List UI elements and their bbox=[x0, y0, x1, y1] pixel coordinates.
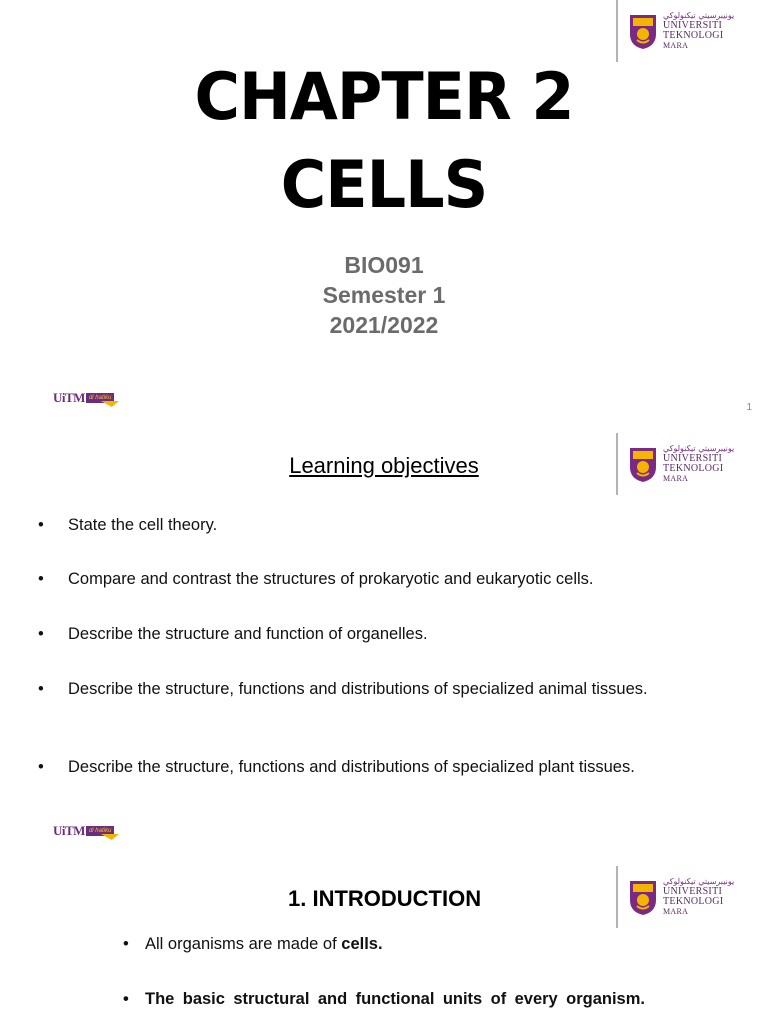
uitm-crest-icon bbox=[628, 878, 658, 916]
slide-introduction bbox=[0, 848, 768, 1024]
intro-point bbox=[123, 934, 645, 955]
uitm-badge bbox=[53, 389, 114, 406]
badge-tagline: di hatiku bbox=[86, 826, 114, 836]
chapter-title: CHAPTER 2 bbox=[194, 58, 574, 135]
logo-mara: MARA bbox=[663, 41, 689, 50]
session-year: 2021/2022 bbox=[329, 312, 439, 338]
badge-brand: UiTM bbox=[53, 389, 85, 405]
bullet: • bbox=[38, 570, 44, 588]
objective-item bbox=[38, 568, 728, 591]
uitm-crest-icon bbox=[628, 12, 658, 50]
intro-point bbox=[123, 989, 645, 1010]
logo-mara: MARA bbox=[663, 907, 689, 916]
objective-text: Describe the structure, functions and distributions of specialized plant tissues. bbox=[68, 758, 635, 776]
logo-universiti: UNIVERSITI bbox=[663, 453, 723, 464]
slide-objectives bbox=[0, 425, 768, 848]
logo-divider bbox=[616, 866, 618, 928]
bullet: • bbox=[38, 758, 44, 776]
logo-teknologi: TEKNOLOGI bbox=[663, 896, 724, 907]
intro-point-bold: cells. bbox=[341, 935, 383, 953]
logo-teknologi: TEKNOLOGI bbox=[663, 30, 724, 41]
intro-point-prefix: All organisms are made of bbox=[145, 935, 342, 953]
logo-mara: MARA bbox=[663, 474, 689, 483]
badge-swoosh-icon bbox=[101, 401, 119, 407]
logo-universiti: UNIVERSITI bbox=[663, 20, 723, 31]
objective-item bbox=[38, 756, 728, 779]
badge-tagline: di hatiku bbox=[86, 393, 114, 403]
introduction-heading: 1. INTRODUCTION bbox=[288, 886, 482, 911]
bullet: • bbox=[38, 680, 44, 698]
badge-brand: UiTM bbox=[53, 822, 85, 838]
objective-text: Describe the structure and function of organelles. bbox=[68, 625, 428, 643]
logo-jawi-text: ﯾﻮﻧﯿﺒﺮﺳﯿﺘﻲ ﺗﯿﮑﻨﻮﻟﻮﮐﻲ bbox=[663, 11, 735, 20]
logo-divider bbox=[616, 0, 618, 62]
objective-item bbox=[38, 514, 728, 537]
objective-item bbox=[38, 623, 728, 646]
logo-jawi-text: ﯾﻮﻧﯿﺒﺮﺳﯿﺘﻲ ﺗﯿﮑﻨﻮﻟﻮﮐﻲ bbox=[663, 444, 735, 453]
page-number: 1 bbox=[746, 402, 752, 413]
objective-item bbox=[38, 678, 728, 701]
slide-title bbox=[0, 0, 768, 425]
uitm-logo bbox=[616, 866, 734, 928]
semester: Semester 1 bbox=[322, 282, 446, 308]
bullet: • bbox=[123, 935, 129, 953]
uitm-logo bbox=[616, 0, 734, 62]
bullet: • bbox=[38, 625, 44, 643]
bullet: • bbox=[123, 990, 129, 1008]
logo-universiti: UNIVERSITI bbox=[663, 886, 723, 897]
intro-point-text: The basic structural and functional units of every organism. bbox=[145, 990, 645, 1008]
objective-text: Describe the structure, functions and distributions of specialized animal tissues. bbox=[68, 680, 648, 698]
bullet: • bbox=[38, 516, 44, 534]
badge-swoosh-icon bbox=[101, 834, 119, 840]
objective-text: State the cell theory. bbox=[68, 516, 218, 534]
chapter-subtitle: CELLS bbox=[280, 146, 488, 223]
objectives-heading: Learning objectives bbox=[289, 453, 479, 478]
objective-text: Compare and contrast the structures of prokaryotic and eukaryotic cells. bbox=[68, 570, 594, 588]
logo-teknologi: TEKNOLOGI bbox=[663, 463, 724, 474]
logo-jawi-text: ﯾﻮﻧﯿﺒﺮﺳﯿﺘﻲ ﺗﯿﮑﻨﻮﻟﻮﮐﻲ bbox=[663, 877, 735, 886]
intro-point-text bbox=[145, 934, 645, 955]
uitm-badge bbox=[53, 822, 114, 839]
course-code: BIO091 bbox=[344, 252, 424, 278]
